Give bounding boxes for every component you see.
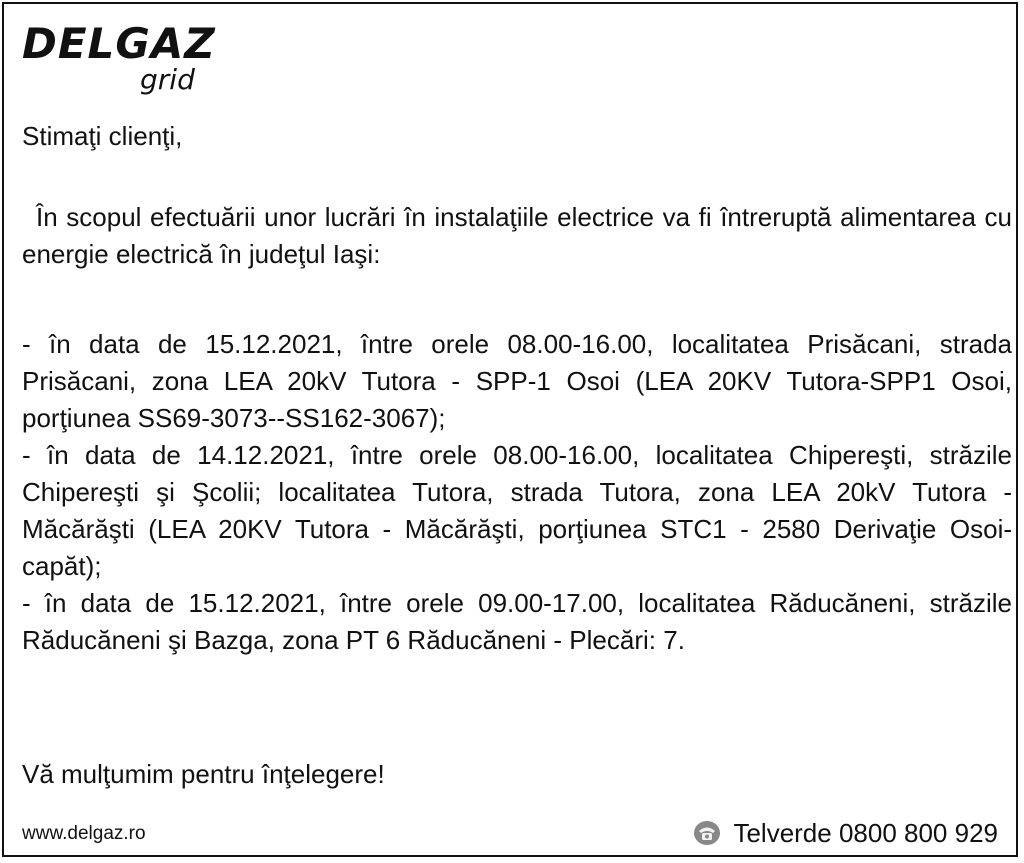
greeting: Stimaţi clienţi, xyxy=(22,121,183,151)
telephone-icon xyxy=(693,819,721,847)
intro-paragraph: În scopul efectuării unor lucrări în instalaţiile electrice va fi întreruptă alimentarea cu energie electrică în judeţul Iaşi: xyxy=(22,202,1012,269)
website-link[interactable]: www.delgaz.ro xyxy=(22,823,146,844)
outage-item: - în data de 15.12.2021, între orele 08.00-16.00, localitatea Prisăcani, strada Prisăcani, zona LEA 20kV Tutora - SPP-1 Osoi (LEA 20KV Tutora-SPP1 Osoi, porţiunea SS69-3073--SS162-3067); xyxy=(22,329,1012,433)
delgaz-grid-logo xyxy=(22,18,222,98)
outage-list xyxy=(22,326,1012,659)
outage-item: - în data de 15.12.2021, între orele 09.00-17.00, localitatea Răducăneni, străzile Răducăneni şi Bazga, zona PT 6 Răducăneni - Plecări: 7. xyxy=(22,588,1012,655)
notice-frame xyxy=(2,2,1018,857)
logo-wordmark: DELGAZ xyxy=(22,19,216,68)
closing-thanks: Vă mulţumim pentru înţelegere! xyxy=(22,759,385,789)
outage-item: - în data de 14.12.2021, între orele 08.00-16.00, localitatea Chipereşti, străzile Chipereşti şi Şcolii; localitatea Tutora, strada Tutora, zona LEA 20kV Tutora - Măcărăşti (LEA 20KV Tutora - Măcărăşti, porţiunea STC1 - 2580 Derivaţie Osoi-capăt); xyxy=(22,440,1012,581)
hotline xyxy=(693,816,998,850)
logo-subtitle: grid xyxy=(140,63,195,96)
hotline-number: Telverde 0800 800 929 xyxy=(733,818,998,848)
